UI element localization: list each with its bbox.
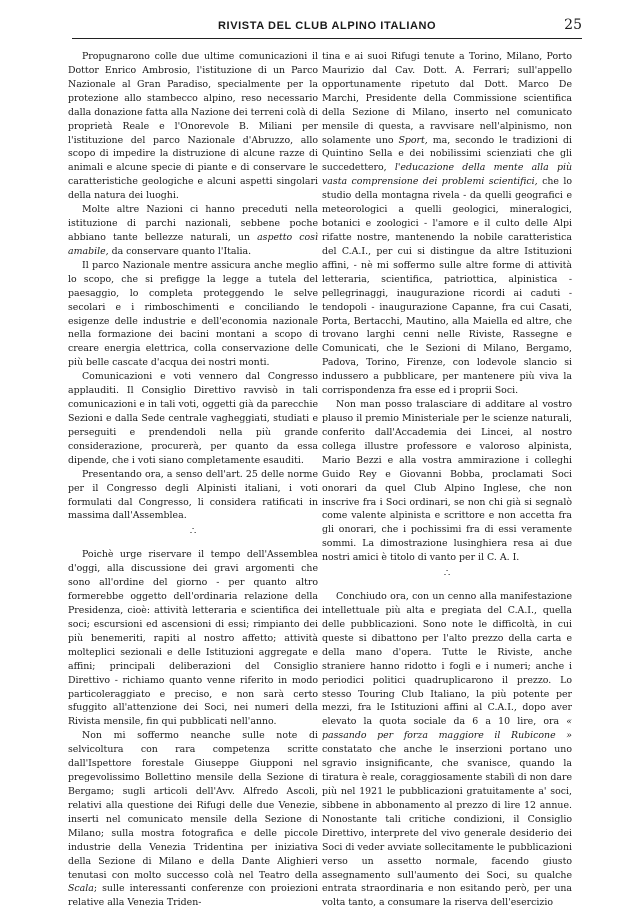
paragraph-presenting: Presentando ora, a senso dell'art. 25 delle norme per il Congresso degli Alpinisti italiani, i voti formulati dal Congresso, li considera ratificati in massima dall'Assemblea. bbox=[68, 468, 318, 522]
italic-phrase: l'educazione della mente alla più vasta comprensione dei problemi scientifici, bbox=[322, 162, 573, 188]
left-column bbox=[68, 50, 318, 910]
paragraph-awards: Non man posso tralasciare di additare al vostro plauso il premio Ministeriale per le scienze naturali, conferito dall'Accademia dei Lincei, al nostro collega illustre professore e valoroso alpinista, Mario Bezzi e alla vostra ammirazione i colleghi Guido Rey e Giovanni Bobba, proclamati Soci onorari da quel Club Alpino Inglese, che non inscrive fra i Soci ordinari, se non chi già si segnalò come valente alpinista e scrittore e non accetta fra gli onorari, che i pochissimi fra di essi veramente sommi. La dimostrazione lusinghiera resa ai due nostri amici è titolo di vanto per il C. A. I. bbox=[322, 399, 572, 564]
paragraph-continuation: tina e ai suoi Rifugi tenute a Torino, Milano, Porto Maurizio dal Cav. Dott. A. Ferrari; sull'appello opportunamente ripetuto dal Dott. Marco De Marchi, Presidente della Commissione scientifica della Sezione di Milano, inserto nel comunicato mensile di questa, a ravvisare nell'alpinismo, non solamente uno Sport, ma, secondo le tradizioni di Quintino Sella e dei nobilissimi scienziati che gli succedettero, l'educazione della mente alla più vasta comprensione dei problemi scientifici, che lo studio della montagna rivela - da quelli geografici e meteorologici a quelli geologici, mineralogici, botanici e zoologici - l'amore e il culto delle Alpi rifatte nostre, mantenendo la nobile caratteristica del C.A.I., per cui si distingue da altre Istituzioni affini, - nè mi soffermo sulle altre forme di attività letteraria, scientifica, patriottica, alpinistica - pellegrinaggi, inaugurazione ricordi ai caduti - tendopoli - inaugurazione Capanne, fra cui Casati, Porta, Bertacchi, Mautino, alla Maiella ed altre, che trovano larghi cenni nelle Riviste, Rassegne e Comunicati, che le Sezioni di Milano, Bergamo, Padova, Torino, Firenze, con lodevole slancio si indussero a pubblicare, per mantenere più viva la corrispondenza fra esse ed i proprii Soci. bbox=[322, 51, 573, 397]
paragraph-other-nations: Molte altre Nazioni ci hanno preceduti nella istituzione di parchi nazionali, sebbene poche abbiano tante bellezze naturali, un aspetto così amabile, da conservare quanto l'Italia. bbox=[68, 204, 318, 257]
page-number: 25 bbox=[564, 17, 582, 33]
paragraph-national-park: Il parco Nazionale mentre assicura anche meglio lo scopo, che si prefigge la legge a tutela del paesaggio, lo completa proteggendo le selve secolari e i rimboschimenti e conciliando le esigenze delle industrie e dell'economia nazionale nella formazione dei bacini montani a scopo di creare energia elettrica, colla conservazione delle più belle cascate d'acqua dei nostri monti. bbox=[68, 259, 318, 369]
italic-phrase: Scala bbox=[68, 883, 94, 895]
running-header bbox=[72, 17, 582, 38]
header-rule bbox=[72, 38, 582, 39]
paragraph-parks-proposal: Propugnarono colle due ultime comunicazioni il Dottor Enrico Ambrosio, l'istituzione di un Parco Nazionale al Gran Paradiso, specialmente per la protezione allo stambecco alpino, reso necessario dalla donazione fatta alla Nazione dei terreni colà di proprietà Reale e l'Onorevole B. Miliani per l'istituzione del parco Nazionale d'Abruzzo, allo scopo di impedire la distruzione di alcune razze di animali e alcune specie di piante e di conservare le caratteristiche geologiche e alcuni aspetti singolari della natura dei luoghi. bbox=[68, 51, 318, 202]
italic-phrase: Sport, bbox=[398, 134, 428, 146]
italic-phrase: aspetto così amabile, bbox=[68, 231, 318, 257]
section-separator bbox=[68, 523, 318, 548]
journal-title: RIVISTA DEL CLUB ALPINO ITALIANO bbox=[218, 20, 437, 32]
paragraph-communications: Comunicazioni e voti vennero dal Congresso applauditi. Il Consiglio Direttivo ravvisò in tali comunicazioni e in tali voti, oggetti già da parecchie Sezioni e dalla Sede centrale vagheggiati, studiati e perseguiti e prendendoli nella più grande considerazione, procurerà, per quanto da essa dipende, che i voti siano completamente esauditi. bbox=[68, 371, 318, 466]
section-separator bbox=[322, 565, 572, 590]
paragraph-assembly-time: Poichè urge riservare il tempo dell'Assemblea d'oggi, alla discussione dei gravi argomenti che sono all'ordine del giorno - per quanto altro formerebbe oggetto dell'ordinaria relazione della Presidenza, cioè: attività letteraria e scientifica dei soci; escursioni ed ascensioni di essi; rimpianto dei più benemeriti, rapiti al nostro affetto; attività molteplici sezionali e delle Istituzioni aggregate e affini; principali deliberazioni del Consiglio Direttivo - richiamo quanto venne riferito in modo particoleraggiato e preciso, e non sarà certo sfuggito all'attenzione dei Soci, nei numeri della Rivista mensile, fin qui pubblicati nell'anno. bbox=[68, 549, 318, 728]
paragraph-forestry-notes: Non mi soffermo neanche sulle note di selvicoltura con rara competenza scritte dall'Ispettore forestale Giuseppe Giupponi nel pregevolissimo Bollettino mensile della Sezione di Bergamo; sugli articoli dell'Avv. Alfredo Ascoli, relativi alla questione dei Rifugi delle due Venezie, inserti nel comunicato mensile della Sezione di Milano; sulla mostra fotografica e delle piccole industrie della Venezia Tridentina per iniziativa della Sezione di Milano e della Dante Alighieri tenutasi con molto successo colà nel Teatro della Scala; sulle interessanti conferenze con proiezioni relative alla Venezia Triden- bbox=[68, 730, 318, 909]
separator-glyph: ∴ bbox=[189, 526, 197, 538]
paragraph-publications: Conchiudo ora, con un cenno alla manifestazione intellettuale più alta e pregiata del C.A.I., quella delle pubblicazioni. Sono note le difficoltà, in cui queste si dibattono per l'alto prezzo della carta e della mano d'opera. Tutte le Riviste, anche straniere hanno ridotto i fogli e i numeri; anche i periodici politici quadruplicarono il prezzo. Lo stesso Touring Club Italiano, la più potente per mezzi, fra le Istituzioni affini al C.A.I., dopo aver elevato la quota sociale da 6 a 10 lire, ora « passando per forza maggiore il Rubicone » constatato che anche le inserzioni portano uno sgravio insignificante, che svanisce, quando la tiratura è reale, coraggiosamente stabilì di non dare più nel 1921 le pubblicazioni gratuitamente a' soci, sibbene in abbonamento al prezzo di lire 12 annue. Nonostante tali critiche condizioni, il Consiglio Direttivo, interprete del vivo generale desiderio dei Soci di veder avviate sollecitamente le pubblicazioni verso un assetto normale, facendo giusto assegnamento sull'aumento dei Soci, su qualche entrata straordinaria e non esitando però, per una volta tanto, a consumare la riserva dell'esercizio bbox=[322, 591, 572, 909]
italic-phrase: « passando per forza maggiore il Rubicone » bbox=[322, 716, 572, 742]
right-column bbox=[322, 50, 572, 910]
separator-glyph: ∴ bbox=[443, 568, 451, 580]
